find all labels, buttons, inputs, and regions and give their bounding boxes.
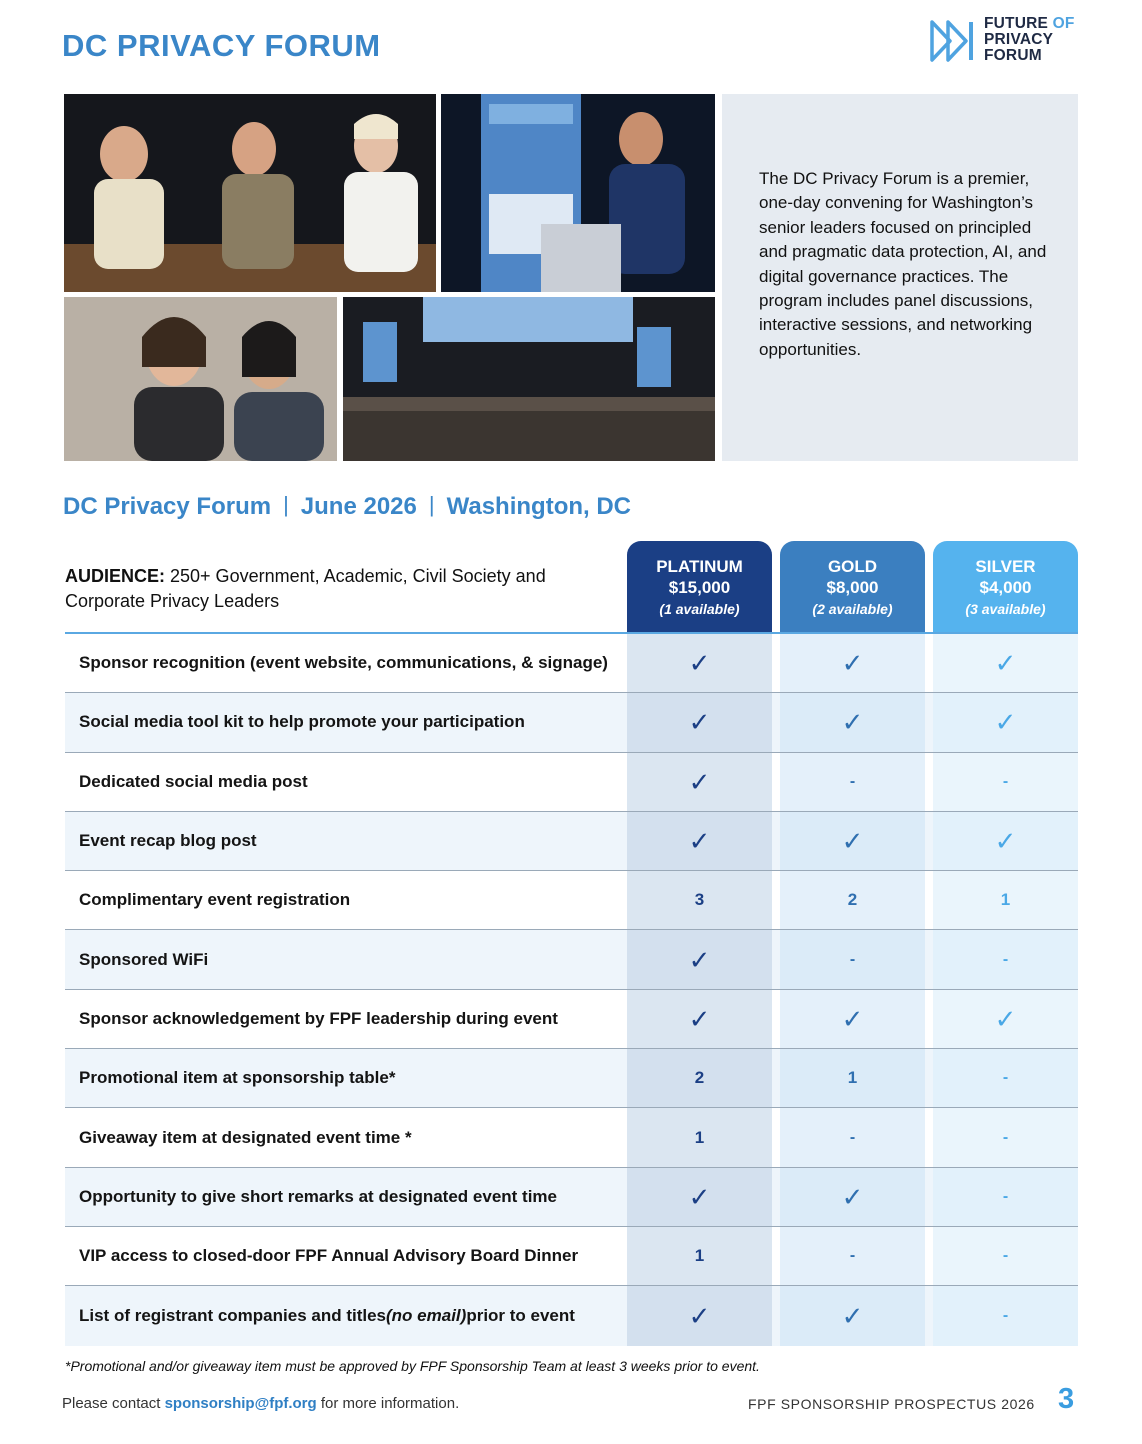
podium-speaker-photo: [441, 94, 715, 292]
check-icon: ✓: [780, 990, 925, 1048]
footer-title: FPF SPONSORSHIP PROSPECTUS 2026: [748, 1396, 1035, 1412]
dash-cell: -: [780, 1108, 925, 1166]
check-icon: ✓: [627, 634, 772, 692]
event-location: Washington, DC: [446, 493, 632, 520]
dash-cell: -: [933, 1108, 1078, 1166]
tier-gold-header: GOLD $8,000 (2 available): [780, 541, 925, 634]
check-icon: ✓: [780, 1168, 925, 1226]
check-icon: ✓: [627, 990, 772, 1048]
table-row: Event recap blog post ✓ ✓ ✓: [65, 812, 1078, 871]
table-row: Social media tool kit to help promote your participation ✓ ✓ ✓: [65, 693, 1078, 752]
check-icon: ✓: [933, 634, 1078, 692]
networking-photo: [64, 297, 337, 461]
audience-description: AUDIENCE: 250+ Government, Academic, Civil Society and Corporate Privacy Leaders: [65, 566, 546, 611]
table-row: Opportunity to give short remarks at designated event time ✓ ✓ -: [65, 1168, 1078, 1227]
count-cell: 2: [627, 1049, 772, 1107]
panel-speakers-photo: [64, 94, 436, 292]
page-number: 3: [1058, 1383, 1075, 1415]
check-icon: ✓: [627, 1286, 772, 1345]
dash-cell: -: [933, 1286, 1078, 1345]
table-row: Complimentary event registration 3 2 1: [65, 871, 1078, 930]
count-cell: 1: [780, 1049, 925, 1107]
dash-cell: -: [780, 1227, 925, 1285]
check-icon: ✓: [627, 812, 772, 870]
event-name: DC Privacy Forum: [63, 493, 272, 520]
footnote: *Promotional and/or giveaway item must be approved by FPF Sponsorship Team at least 3 weeks prior to event.: [65, 1358, 760, 1374]
tier-silver-header: SILVER $4,000 (3 available): [933, 541, 1078, 634]
audience-hall-photo: [343, 297, 715, 461]
count-cell: 2: [780, 871, 925, 929]
count-cell: 1: [627, 1227, 772, 1285]
count-cell: 1: [933, 871, 1078, 929]
page-title: DC PRIVACY FORUM: [62, 28, 381, 63]
table-row: Sponsor recognition (event website, communications, & signage) ✓ ✓ ✓: [65, 634, 1078, 693]
dash-cell: -: [933, 930, 1078, 988]
check-icon: ✓: [933, 990, 1078, 1048]
table-row: Dedicated social media post ✓ - -: [65, 753, 1078, 812]
fpf-logo: [930, 16, 1080, 66]
table-row: VIP access to closed-door FPF Annual Advisory Board Dinner 1 - -: [65, 1227, 1078, 1286]
table-row: Promotional item at sponsorship table* 2 1 -: [65, 1049, 1078, 1108]
table-row: Sponsor acknowledgement by FPF leadership during event ✓ ✓ ✓: [65, 990, 1078, 1049]
check-icon: ✓: [627, 1168, 772, 1226]
table-row: List of registrant companies and titles (no email) prior to event ✓ ✓ -: [65, 1286, 1078, 1345]
event-subheading: DC Privacy Forum | June 2026 | Washington, DC: [63, 492, 632, 520]
dash-cell: -: [933, 1227, 1078, 1285]
check-icon: ✓: [780, 1286, 925, 1345]
check-icon: ✓: [627, 930, 772, 988]
check-icon: ✓: [780, 693, 925, 751]
intro-text: The DC Privacy Forum is a premier, one-day convening for Washington’s senior leaders focused on principled and pragmatic data protection, AI, and digital governance practices. The program includes panel discussions, interactive sessions, and networking opportunities.: [759, 169, 1047, 359]
check-icon: ✓: [933, 812, 1078, 870]
table-row: Sponsored WiFi ✓ - -: [65, 930, 1078, 989]
check-icon: ✓: [780, 634, 925, 692]
dash-cell: -: [933, 1049, 1078, 1107]
check-icon: ✓: [780, 812, 925, 870]
check-icon: ✓: [933, 693, 1078, 751]
table-row: Giveaway item at designated event time * 1 - -: [65, 1108, 1078, 1167]
event-date: June 2026: [300, 493, 417, 520]
benefits-table: [65, 634, 1078, 1346]
count-cell: 1: [627, 1108, 772, 1166]
check-icon: ✓: [627, 693, 772, 751]
dash-cell: -: [933, 1168, 1078, 1226]
fast-forward-logo-icon: [930, 18, 976, 64]
tier-platinum-header: PLATINUM $15,000 (1 available): [627, 541, 772, 634]
contact-line: Please contact sponsorship@fpf.org for more information.: [62, 1395, 460, 1412]
sponsorship-email-link[interactable]: sponsorship@fpf.org: [164, 1395, 317, 1412]
check-icon: ✓: [627, 753, 772, 811]
dash-cell: -: [933, 753, 1078, 811]
dash-cell: -: [780, 753, 925, 811]
dash-cell: -: [780, 930, 925, 988]
count-cell: 3: [627, 871, 772, 929]
logo-wordmark: FUTURE OF PRIVACY FORUM: [984, 15, 1075, 64]
intro-panel: [722, 94, 1078, 461]
